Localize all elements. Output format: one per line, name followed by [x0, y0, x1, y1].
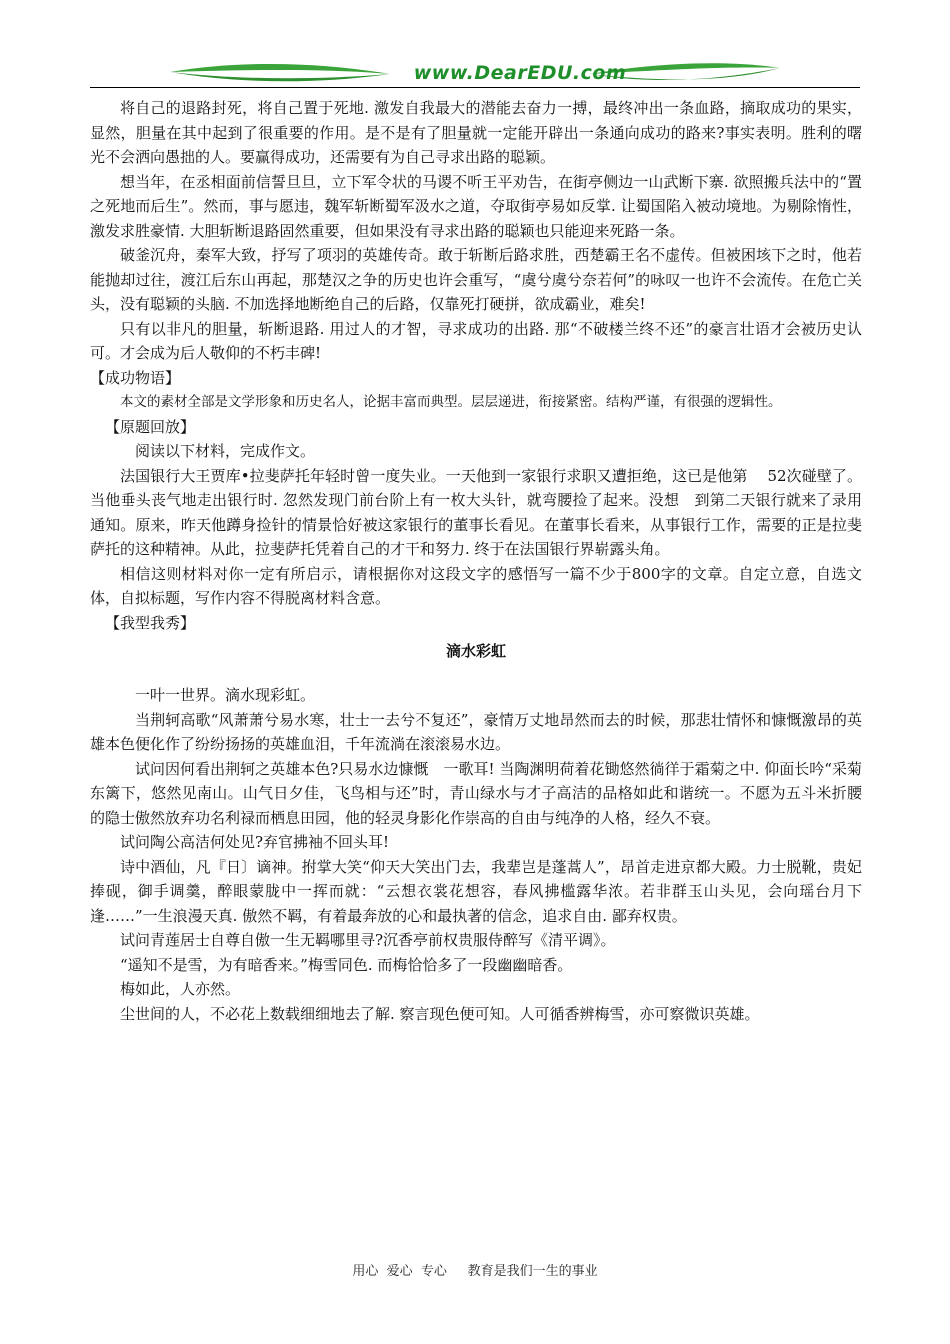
essay-paragraph: 试问青莲居士自尊自傲一生无羁哪里寻?沉香亭前权贵服侍醉写《清平调》。	[120, 931, 616, 949]
section-heading-original: 【原题回放】	[105, 417, 196, 436]
material-paragraph: 法国银行大王贾库•拉斐萨托年轻时曾一度失业。一天他到一家银行求职又遭拒绝，这已是他第 52次碰壁了。当他垂头丧气地走出银行时. 忽然发现门前台阶上有一枚大头针，就弯腰捡了起来。没想 到第二天银行就来了录用通知。原来，昨天他蹲身捡针的情景恰好被这家银行的董事长看见。在董事长看来，从事银行工作，需要的正是拉斐萨托的这种精神。从此，拉斐萨托凭着自己的才干和努力. 终于在法国银行界崭露头角。	[90, 466, 862, 558]
section-heading-mine: 【我型我秀】	[105, 613, 196, 632]
essay-paragraph: 一叶一世界。滴水现彩虹。	[135, 686, 316, 704]
paragraph: 破釜沉舟，秦军大致，抒写了项羽的英雄传奇。敢于斩断后路求胜，西楚霸王名不虚传。但被困垓下之时，他若能抛却过往，渡江后东山再起，那楚汉之争的历史也许会重写，“虞兮虞兮奈若何”的咏叹一也许不会流传。在危亡关头，没有聪颖的头脑. 不加选择地断绝自己的后路，仅靠死打硬拼，欲成霸业，难矣!	[90, 246, 862, 313]
commentary: 本文的素材全部是文学形象和历史名人，论据丰富而典型。层层递进，衔接紧密。结构严谨，有很强的逻辑性。	[120, 394, 782, 410]
footer-slogan: 教育是我们一生的事业	[467, 1264, 598, 1279]
essay-paragraph: 梅如此，人亦然。	[120, 980, 241, 998]
essay-paragraph: 尘世间的人，不必花上数载细细地去了解. 察言现色便可知。人可循香辨梅雪，亦可察微识英雄。	[120, 1004, 760, 1023]
essay-title: 滴水彩虹	[445, 642, 506, 660]
header-divider	[90, 87, 860, 88]
essay-paragraph: 试问因何看出荆轲之英雄本色?只易水边慷慨 一歌耳! 当陶渊明荷着花锄悠然徜徉于霜菊之中. 仰面长吟“采菊东篱下，悠然见南山。山气日夕佳，飞鸟相与还”时，青山绿水与才子高洁的品格如此和谐统一。不愿为五斗米折腰的隐士傲然放弃功名利禄而栖息田园，他的轻灵身影化作崇高的自由与纯净的人格，经久不衰。	[90, 759, 862, 827]
page-footer	[0, 1260, 950, 1279]
paragraph: 只有以非凡的胆量，斩断退路. 用过人的才智，寻求成功的出路. 那“不破楼兰终不还”的豪言壮语才会被历史认可。才会成为后人敬仰的不朽丰碑!	[90, 319, 862, 362]
paragraph: 想当年，在丞相面前信誓旦旦，立下军令状的马谡不听王平劝告，在街亭侧边一山武断下寨. 欲照搬兵法中的“置之死地而后生”。然而，事与愿违，魏军斩断蜀军汲水之道，夺取街亭易如反掌. 让蜀国陷入被动境地。为剔除惰性，激发求胜豪情. 大胆斩断退路固然重要，但如果没有寻求出路的聪颖也只能迎来死路一条。	[90, 172, 862, 240]
essay-paragraph: 当荆轲高歌“风萧萧兮易水寒，壮士一去兮不复还”，豪情万丈地昂然而去的时候，那悲壮情怀和慷慨激昂的英雄本色便化作了纷纷扬扬的英雄血泪，千年流淌在滚滚易水边。	[90, 710, 862, 753]
essay-paragraph: “遥知不是雪，为有暗香来。”梅雪同色. 而梅恰恰多了一段幽幽暗香。	[120, 955, 573, 974]
prompt-intro: 阅读以下材料，完成作文。	[135, 442, 316, 460]
paragraph: 将自己的退路封死，将自己置于死地. 激发自我最大的潜能去奋力一搏，最终冲出一条血路，摘取成功的果实，显然，胆量在其中起到了很重要的作用。是不是有了胆量就一定能开辟出一条通向成功的路来?事实表明。胜利的曙光不会洒向愚拙的人。要赢得成功，还需要有为自己寻求出路的聪颖。	[90, 99, 862, 166]
essay-paragraph: 诗中酒仙，凡『日〕谪神。拊掌大笑“仰天大笑出门去，我辈岂是蓬蒿人”，昂首走进京都大殿。力士脱靴，贵妃捧砚，御手调羹，醉眼蒙胧中一挥而就：“云想衣裳花想容，春风拂槛露华浓。若非群玉山头见，会向瑶台月下逢……”一生浪漫天真. 傲然不羁，有着最奔放的心和最执著的信念，追求自由. 鄙弃权贵。	[90, 857, 862, 925]
page-header	[90, 58, 860, 94]
footer-motto: 用心 爱心 专心	[352, 1264, 447, 1279]
section-heading-success: 【成功物语】	[90, 368, 181, 387]
instruction-paragraph: 相信这则材料对你一定有所启示，请根据你对这段文字的感悟写一篇不少于800字的文章。自定立意，自选文体，自拟标题，写作内容不得脱离材料含意。	[90, 564, 862, 607]
site-logo: www.DearEDU.com	[413, 62, 627, 84]
document-body	[90, 96, 862, 1026]
essay-paragraph: 试问陶公高洁何处见?弃官拂袖不回头耳!	[120, 833, 390, 851]
